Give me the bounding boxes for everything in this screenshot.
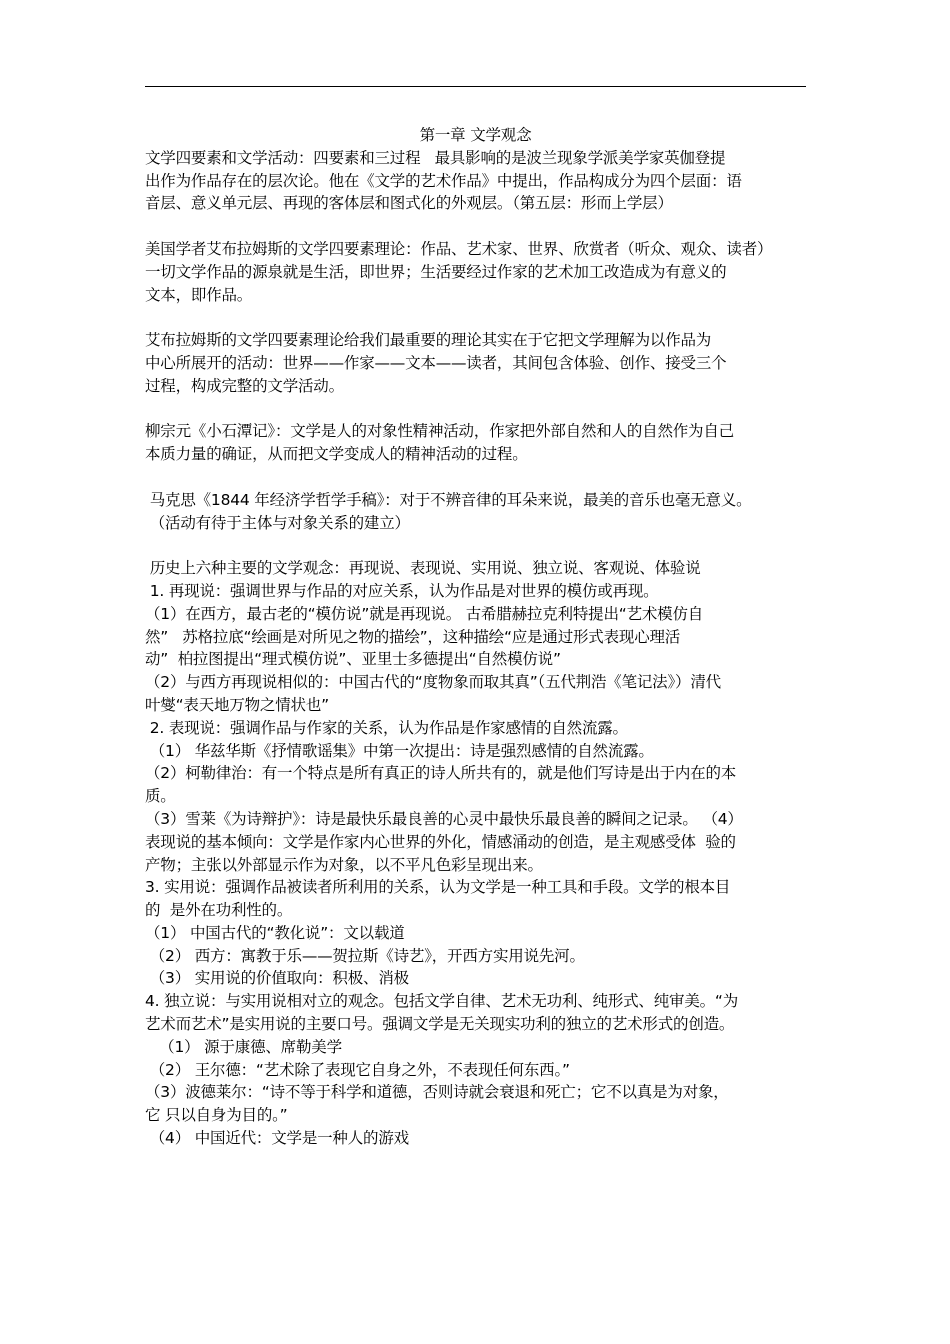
text-line: 中心所展开的活动：世界——作家——文本——读者，其间包含体验、创作、接受三个 xyxy=(145,353,727,372)
paragraph-abrams-significance xyxy=(145,329,815,397)
header-rule xyxy=(145,86,806,87)
text-line: 艺术而艺术”是实用说的主要口号。强调文学是无关现实功利的独立的艺术形式的创造。 xyxy=(145,1015,735,1034)
paragraph-gap xyxy=(145,306,815,329)
text-line: 历史上六种主要的文学观念：再现说、表现说、实用说、独立说、客观说、体验说 xyxy=(145,559,701,578)
text-line: 美国学者艾布拉姆斯的文学四要素理论：作品、艺术家、世界、欣赏者（听众、观众、读者） xyxy=(145,239,773,258)
paragraph-abrams-theory xyxy=(145,238,815,306)
document-body xyxy=(145,124,815,1150)
text-line: 它 只以自身为目的。” xyxy=(145,1106,288,1125)
text-line: （4） 中国近代：文学是一种人的游戏 xyxy=(145,1129,409,1148)
text-line: 4. 独立说：与实用说相对立的观念。包括文学自律、艺术无功利、纯形式、纯审美。“为 xyxy=(145,992,739,1011)
paragraph-gap xyxy=(145,215,815,238)
text-line: 马克思《1844 年经济学哲学手稿》：对于不辨音律的耳朵来说，最美的音乐也毫无意义。 xyxy=(145,490,752,509)
text-line: （2）柯勒律治：有一个特点是所有真正的诗人所共有的，就是他们写诗是出于内在的本 xyxy=(145,764,737,783)
text-line: （1） 华兹华斯《抒情歌谣集》中第一次提出：诗是强烈感情的自然流露。 xyxy=(145,741,654,760)
text-line: 艾布拉姆斯的文学四要素理论给我们最重要的理论其实在于它把文学理解为以作品为 xyxy=(145,331,712,350)
text-line: 2. 表现说：强调作品与作家的关系，认为作品是作家感情的自然流露。 xyxy=(145,718,628,737)
text-line: 3. 实用说：强调作品被读者所利用的关系，认为文学是一种工具和手段。文学的根本目 xyxy=(145,878,731,897)
text-line: 文学四要素和文学活动：四要素和三过程 最具影响的是波兰现象学派美学家英伽登提 xyxy=(145,148,726,167)
text-line: 音层、意义单元层、再现的客体层和图式化的外观层。（第五层：形而上学层） xyxy=(145,194,673,213)
text-line: 柳宗元《小石潭记》：文学是人的对象性精神活动，作家把外部自然和人的自然作为自己 xyxy=(145,422,734,441)
text-line: 表现说的基本倾向：文学是作家内心世界的外化，情感涌动的创造，是主观感受体 验的 xyxy=(145,832,736,851)
paragraph-marx xyxy=(145,489,815,535)
text-line: （1）在西方，最古老的“模仿说”就是再现说。 古希腊赫拉克利特提出“艺术模仿自 xyxy=(145,604,704,623)
text-line: 质。 xyxy=(145,787,176,806)
text-line: 1. 再现说：强调世界与作品的对应关系，认为作品是对世界的模仿或再现。 xyxy=(145,581,659,600)
text-line: 文本，即作品。 xyxy=(145,285,253,304)
paragraph-four-elements xyxy=(145,147,815,215)
text-line: 本质力量的确证，从而把文学变成人的精神活动的过程。 xyxy=(145,445,528,464)
text-line: （2）与西方再现说相似的：中国古代的“度物象而取其真”（五代荆浩《笔记法》）清代 xyxy=(145,673,721,692)
paragraph-gap xyxy=(145,534,815,557)
paragraph-gap xyxy=(145,466,815,489)
text-line: 产物；主张以外部显示作为对象，以不平凡色彩呈现出来。 xyxy=(145,855,543,874)
paragraph-six-concepts xyxy=(145,557,815,1150)
paragraph-liu-zongyuan xyxy=(145,420,815,466)
text-line: （3）雪莱《为诗辩护》：诗是最快乐最良善的心灵中最快乐最良善的瞬间之记录。 （4） xyxy=(145,809,743,828)
text-line: （3）波德莱尔：“诗不等于科学和道德，否则诗就会衰退和死亡；它不以真是为对象， xyxy=(145,1083,729,1102)
text-line: （2） 王尔德：“艺术除了表现它自身之外，不表现任何东西。” xyxy=(145,1060,570,1079)
paragraph-gap xyxy=(145,398,815,421)
text-line: （3） 实用说的价值取向：积极、消极 xyxy=(145,969,409,988)
text-line: （1） 中国古代的“教化说”：文以载道 xyxy=(145,923,405,942)
text-line: （1） 源于康德、席勒美学 xyxy=(145,1037,342,1056)
chapter-title: 第一章 文学观念 xyxy=(419,126,532,144)
text-line: 的 是外在功利性的。 xyxy=(145,901,293,920)
text-line: （活动有待于主体与对象关系的建立） xyxy=(145,513,410,532)
text-line: 一切文学作品的源泉就是生活，即世界；生活要经过作家的艺术加工改造成为有意义的 xyxy=(145,262,727,281)
text-line: （2） 西方：寓教于乐——贺拉斯《诗艺》，开西方实用说先河。 xyxy=(145,946,585,965)
text-line: 叶燮“表天地万物之情状也” xyxy=(145,695,329,714)
text-line: 然” 苏格拉底“绘画是对所见之物的描绘”，这种描绘“应是通过形式表现心理活 xyxy=(145,627,681,646)
text-line: 动” 柏拉图提出“理式模仿说”、亚里士多德提出“自然模仿说” xyxy=(145,650,561,669)
text-line: 过程，构成完整的文学活动。 xyxy=(145,376,344,395)
text-line: 出作为作品存在的层次论。他在《文学的艺术作品》中提出，作品构成分为四个层面：语 xyxy=(145,171,742,190)
